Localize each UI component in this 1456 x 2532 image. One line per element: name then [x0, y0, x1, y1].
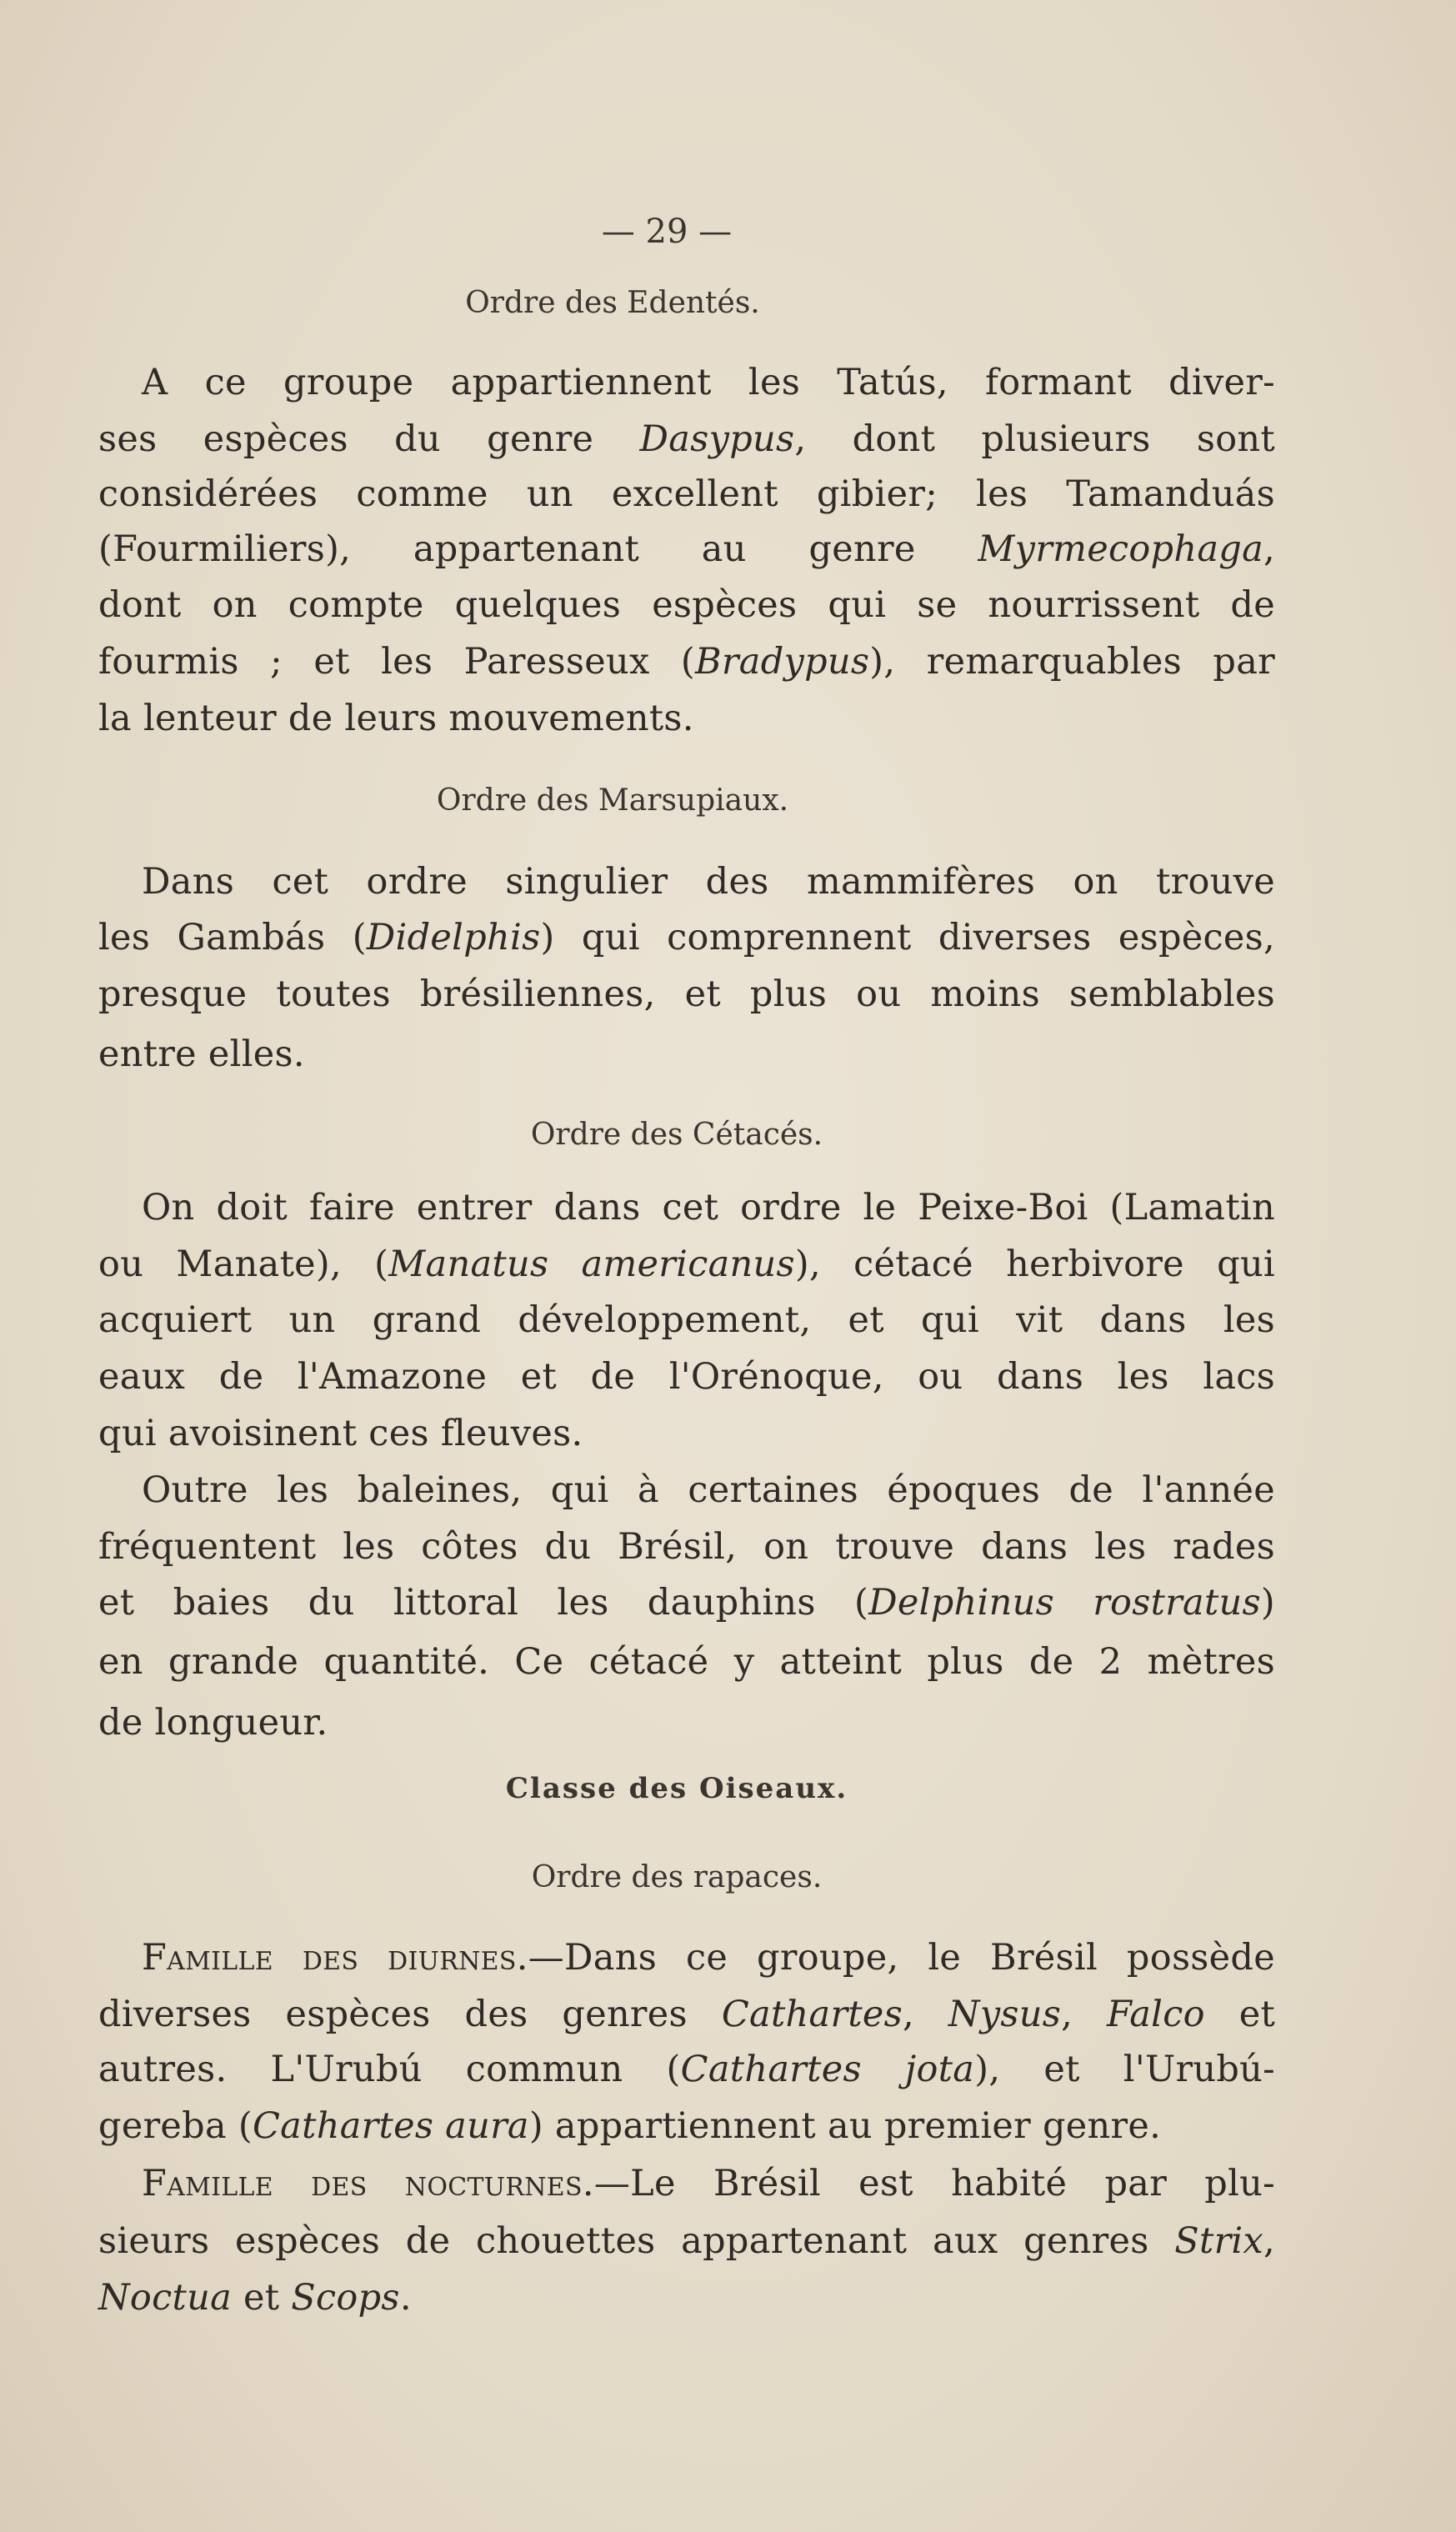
text-segment: presque toutes brésiliennes, et plus ou moins semblables [98, 973, 1275, 1015]
text-segment: qui avoisinent ces fleuves. [98, 1413, 583, 1454]
text-segment: et baies du littoral les dauphins ( [98, 1582, 869, 1624]
text-segment: eaux de l'Amazone et de l'Orénoque, ou dans les lacs [98, 1356, 1275, 1398]
text-segment: ), et l'Urubú- [974, 2049, 1275, 2090]
italic-taxon-name: Myrmecophaga [978, 528, 1264, 570]
italic-taxon-name: Falco [1107, 1994, 1205, 2035]
text-segment: acquiert un grand développement, et qui vit dans les [98, 1299, 1275, 1341]
text-segment: les Gambás ( [98, 917, 367, 958]
italic-taxon-name: Delphinus rostratus [868, 1582, 1261, 1624]
paragraph-line [98, 2100, 1275, 2152]
italic-taxon-name: Nysus [948, 1994, 1062, 2035]
text-segment: ) qui comprennent diverses espèces, [540, 917, 1275, 958]
text-segment: sieurs espèces de chouettes appartenant aux genres [98, 2220, 1175, 2262]
paragraph-line [98, 856, 1275, 908]
paragraph-line [98, 413, 1275, 465]
text-segment: , [1263, 528, 1275, 570]
paragraph-line [98, 2272, 1275, 2324]
italic-taxon-name: Noctua [98, 2277, 233, 2319]
paragraph-line [98, 1697, 1275, 1749]
small-caps-label: Famille des diurnes. [142, 1937, 528, 1979]
paragraph-line [98, 1182, 1275, 1233]
text-segment: —Dans ce groupe, le Brésil possède [528, 1937, 1275, 1979]
italic-taxon-name: Cathartes [721, 1994, 903, 2035]
text-segment: en grande quantité. Ce cétacé y atteint plus de 2 mètres [98, 1641, 1275, 1683]
text-segment: fréquentent les côtes du Brésil, on trouve dans les rades [98, 1526, 1275, 1568]
text-segment: ou Manate), ( [98, 1243, 389, 1285]
text-segment: entre elles. [98, 1033, 305, 1075]
text-segment: A ce groupe appartiennent les Tatús, formant diver- [142, 362, 1275, 403]
paragraph-line [98, 2158, 1275, 2209]
text-segment: gereba ( [98, 2105, 253, 2147]
italic-taxon-name: Manatus americanus [388, 1243, 795, 1285]
italic-taxon-name: Strix [1174, 2220, 1264, 2262]
order-heading: Ordre des rapaces. [531, 1860, 823, 1894]
text-segment: (Fourmiliers), appartenant au genre [98, 528, 978, 570]
paragraph-line [98, 912, 1275, 963]
text-segment: ses espèces du genre [98, 418, 640, 460]
paragraph-line [98, 2215, 1275, 2267]
text-segment: et [1204, 1994, 1276, 2035]
paragraph-line [98, 1464, 1275, 1516]
text-segment: , [1263, 2220, 1275, 2262]
small-caps-label: Famille des nocturnes. [142, 2163, 594, 2204]
paragraph-line [98, 1636, 1275, 1688]
text-segment: et [232, 2277, 292, 2319]
paragraph-line [98, 468, 1275, 520]
text-segment: On doit faire entrer dans cet ordre le Peixe-Boi (Lamatin [142, 1187, 1275, 1228]
text-segment: diverses espèces des genres [98, 1994, 722, 2035]
paragraph-line [98, 636, 1275, 688]
paragraph-line [98, 1577, 1275, 1629]
paragraph-line [98, 1932, 1275, 1984]
text-segment: ) appartiennent au premier genre. [528, 2105, 1162, 2147]
text-segment: autres. L'Urubú commun ( [98, 2049, 681, 2090]
order-heading: Ordre des Edentés. [465, 286, 760, 320]
text-segment: ) [1260, 1582, 1275, 1624]
page-number: — 29 — [601, 213, 733, 251]
class-heading: Classe des Oiseaux. [505, 1772, 848, 1805]
text-segment: dont on compte quelques espèces qui se nourrissent de [98, 584, 1275, 626]
order-heading: Ordre des Marsupiaux. [436, 783, 789, 818]
paragraph-line [98, 523, 1275, 575]
text-segment: —Le Brésil est habité par plu- [593, 2163, 1275, 2204]
paragraph-line [98, 2044, 1275, 2095]
paragraph-line [98, 1294, 1275, 1346]
order-heading: Ordre des Cétacés. [530, 1118, 823, 1152]
text-segment: , [1061, 1994, 1108, 2035]
paragraph-line [98, 357, 1275, 408]
paragraph-line [98, 1028, 1275, 1080]
text-segment: , dont plusieurs sont [794, 418, 1275, 460]
paragraph-line [98, 968, 1275, 1020]
italic-taxon-name: Scops [291, 2277, 400, 2319]
italic-taxon-name: Bradypus [695, 641, 870, 683]
paragraph-line [98, 579, 1275, 631]
paragraph-line [98, 1238, 1275, 1290]
paragraph-line [98, 1351, 1275, 1403]
text-segment: la lenteur de leurs mouvements. [98, 698, 694, 739]
italic-taxon-name: Cathartes aura [252, 2105, 529, 2147]
text-segment: ), remarquables par [869, 641, 1275, 683]
text-segment: , [903, 1994, 948, 2035]
italic-taxon-name: Cathartes jota [680, 2049, 975, 2090]
paragraph-line [98, 1521, 1275, 1573]
paragraph-line [98, 693, 1275, 744]
text-segment: Outre les baleines, qui à certaines époques de l'année [142, 1469, 1275, 1511]
text-segment: ), cétacé herbivore qui [794, 1243, 1275, 1285]
paragraph-line [98, 1989, 1275, 2040]
text-segment: considérées comme un excellent gibier; les Tamanduás [98, 473, 1275, 515]
paragraph-line [98, 1408, 1275, 1459]
italic-taxon-name: Didelphis [366, 917, 541, 958]
text-segment: Dans cet ordre singulier des mammifères on trouve [142, 861, 1275, 903]
text-segment: fourmis ; et les Paresseux ( [98, 641, 695, 683]
italic-taxon-name: Dasypus [639, 418, 795, 460]
text-segment: de longueur. [98, 1702, 328, 1744]
text-segment: . [399, 2277, 412, 2319]
